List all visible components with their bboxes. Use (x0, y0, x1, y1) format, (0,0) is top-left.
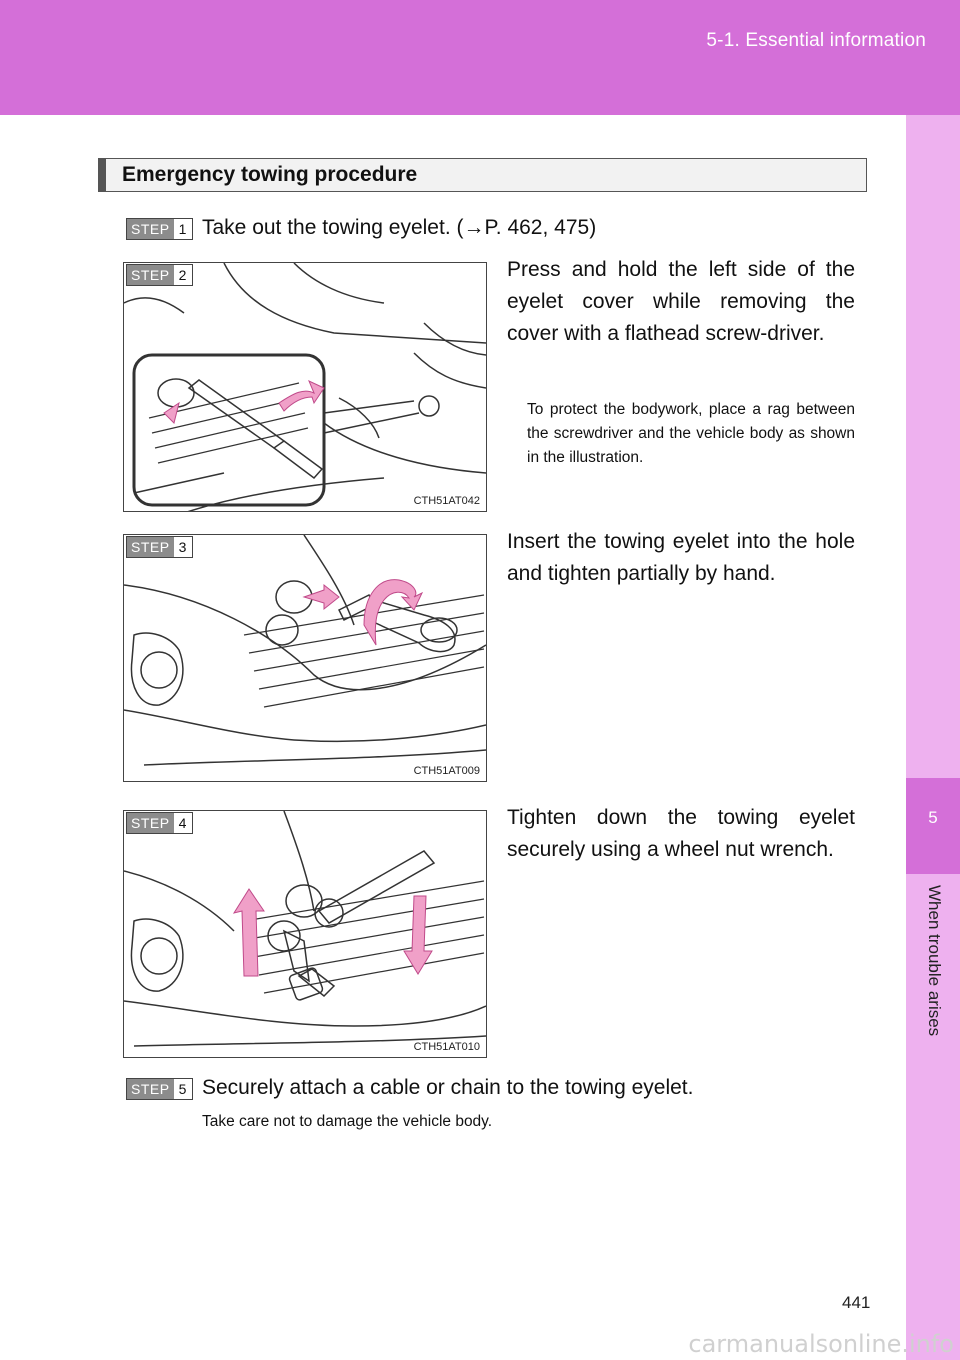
step-5-note: Take care not to damage the vehicle body. (202, 1113, 493, 1130)
step-4-text: Tighten down the towing eyelet securely using a wheel nut wrench. (507, 806, 855, 861)
step-1-text: Take out the towing eyelet. (→P. 462, 475) (202, 216, 597, 239)
step-5-text: Securely attach a cable or chain to the towing eyelet. (202, 1076, 694, 1099)
eyelet-cover-removal-drawing (124, 263, 486, 511)
step-3-badge (126, 536, 193, 558)
figure-code: CTH51AT010 (413, 1041, 480, 1053)
step-label: STEP (127, 813, 174, 833)
step-number: 1 (174, 219, 192, 239)
eyelet-insertion-drawing (124, 535, 486, 781)
wheel-nut-wrench-drawing (124, 811, 486, 1057)
step-number: 5 (174, 1079, 192, 1099)
step-2-note: To protect the bodywork, place a rag between the screwdriver and the vehicle body as shown in the illustration. (527, 401, 855, 466)
page-number: 441 (842, 1293, 871, 1312)
step-number: 4 (174, 813, 192, 833)
step-2-text: Press and hold the left side of the eyelet cover while removing the cover with a flathead screw-driver. (507, 258, 855, 345)
step-3-text: Insert the towing eyelet into the hole and tighten partially by hand. (507, 530, 855, 585)
chapter-number: 5 (928, 808, 938, 827)
step-5-badge (126, 1078, 193, 1100)
step-label: STEP (127, 265, 174, 285)
step-4-illustration (123, 810, 487, 1058)
step-2-illustration (123, 262, 487, 512)
figure-code: CTH51AT009 (413, 765, 480, 777)
step-label: STEP (127, 537, 174, 557)
section-title: Emergency towing procedure (122, 163, 418, 186)
step-4-badge (126, 812, 193, 834)
step-number: 2 (174, 265, 192, 285)
watermark: carmanualsonline.info (688, 1330, 954, 1358)
section-heading (98, 158, 867, 192)
figure-code: CTH51AT042 (413, 495, 480, 507)
header-section-title: 5-1. Essential information (706, 30, 926, 51)
step-number: 3 (174, 537, 192, 557)
chapter-side-tab (906, 115, 960, 1360)
step-label: STEP (127, 219, 174, 239)
step-label: STEP (127, 1079, 174, 1099)
step-1-badge (126, 218, 193, 240)
step-3-illustration (123, 534, 487, 782)
page-header (0, 0, 960, 115)
step-2-badge (126, 264, 193, 286)
chapter-title: When trouble arises (925, 885, 944, 1037)
